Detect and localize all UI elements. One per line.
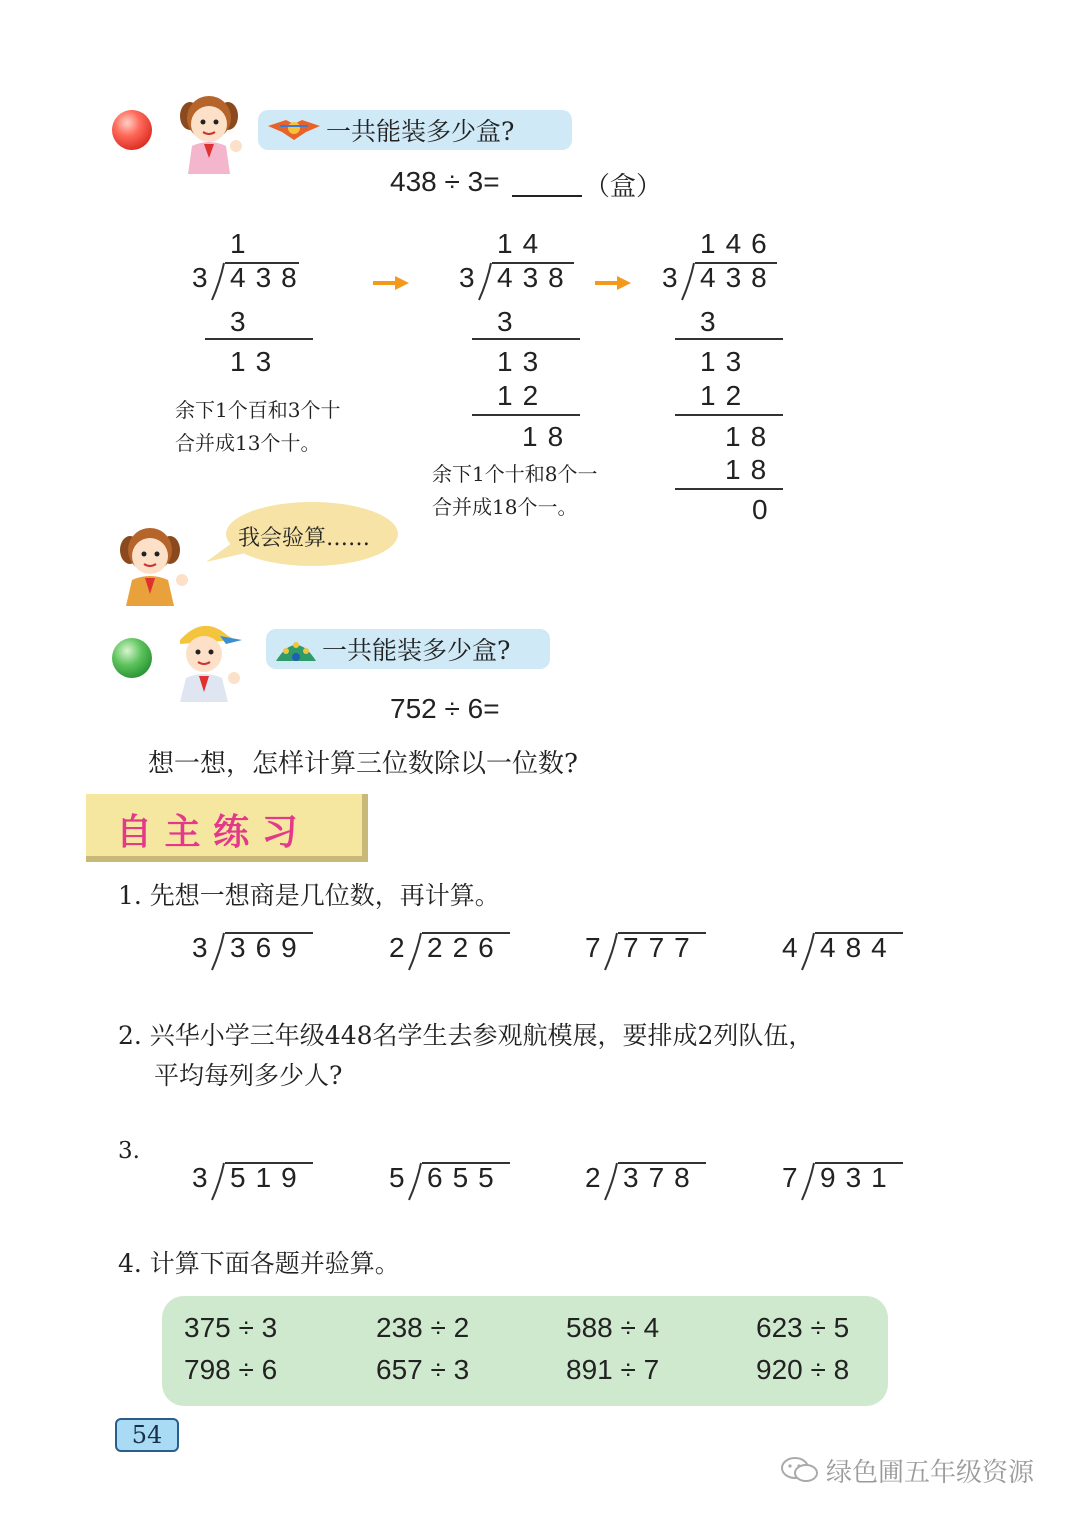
q1-item-2 [389,932,511,972]
step3-sub1: 3 [700,306,716,337]
step3-divisor: 3 [662,262,678,293]
step2-sub2: 12 [497,380,549,411]
step3-sub3: 18 [725,454,777,485]
question-text-1: 一共能装多少盒? [326,117,515,146]
speech-text: 我会验算…… [238,526,371,551]
kite-icon [266,116,322,144]
calc-item: 891 ÷ 7 [566,1354,660,1385]
step2-rem1: 13 [497,346,549,377]
step1-quotient: 1 [230,228,246,259]
question-text-2: 一共能装多少盒? [322,636,511,665]
step2-division [459,262,579,302]
calc-item: 920 ÷ 8 [756,1354,850,1385]
division-bracket-icon [800,932,816,972]
watermark [780,1452,1034,1488]
exercise-4-text: 4. 计算下面各题并验算。 [118,1249,400,1278]
watermark-text: 绿色圃五年级资源 [826,1457,1035,1488]
step3-rem2: 18 [725,421,777,452]
calc-item: 657 ÷ 3 [376,1354,470,1385]
step1-note: 余下1个百和3个十 合并成13个十。 [175,398,341,455]
division-bracket-icon [210,932,226,972]
division-bracket-icon [603,1162,619,1202]
boy-character-icon [166,614,246,702]
question-bubble-2 [266,629,550,669]
page-number-badge [115,1418,179,1452]
arrow-right-icon [595,276,631,290]
step2-line1 [472,338,580,340]
division-bracket-icon [800,1162,816,1202]
dividend: 777 [623,932,700,963]
exercise-4-panel [162,1296,888,1406]
step3-rem1: 13 [700,346,752,377]
q3-item-1 [192,1162,314,1202]
division-bracket-icon [477,262,493,302]
step1-dividend: 438 [230,262,307,293]
step3-division [662,262,782,302]
step1-divisor: 3 [192,262,208,293]
step3-line3 [675,488,783,490]
q3-item-4 [782,1162,904,1202]
step1-rem1: 13 [230,346,282,377]
arrow-right-icon [373,276,409,290]
dividend: 369 [230,932,307,963]
step1-sub1: 3 [230,306,246,337]
girl-character-icon [112,518,194,606]
step3-rem3: 0 [752,494,768,525]
step2-rem2: 18 [522,421,574,452]
dividend: 519 [230,1162,307,1193]
step2-line2 [472,414,580,416]
section-title: 自 主 练 习 [116,811,298,853]
question-bubble-1 [258,110,572,150]
division-bracket-icon [210,262,226,302]
q1-item-4 [782,932,904,972]
divisor: 3 [192,1162,208,1193]
q3-item-3 [585,1162,707,1202]
division-bracket-icon [210,1162,226,1202]
division-bracket-icon [680,262,696,302]
peacock-icon [274,635,318,663]
divisor: 2 [389,932,405,963]
step2-sub1: 3 [497,306,513,337]
equation-2: 752 ÷ 6= [390,693,500,724]
exercise-1-text: 1. 先想一想商是几位数，再计算。 [118,881,500,910]
q1-item-1 [192,932,314,972]
page-number: 54 [131,1421,163,1449]
exercise-2-line2: 平均每列多少人? [154,1061,343,1090]
step3-quotient: 146 [700,228,777,259]
step2-divisor: 3 [459,262,475,293]
unit-label: （盒） [584,172,663,202]
girl-character-icon [170,88,248,174]
divisor: 4 [782,932,798,963]
division-bracket-icon [603,932,619,972]
step3-line2 [675,414,783,416]
step2-note: 余下1个十和8个一 合并成18个一。 [432,462,598,519]
step1-line1 [205,338,313,340]
q3-item-2 [389,1162,511,1202]
speech-bubble [206,500,400,570]
dividend: 484 [820,932,897,963]
section-title-box [86,794,368,862]
exercise-3-label: 3. [118,1138,140,1164]
dividend: 655 [427,1162,504,1193]
answer-blank[interactable] [512,195,582,197]
step2-quotient: 14 [497,228,549,259]
calc-item: 798 ÷ 6 [184,1354,278,1385]
divisor: 3 [192,932,208,963]
step3-sub2: 12 [700,380,752,411]
divisor: 7 [782,1162,798,1193]
green-bullet-icon [112,638,152,678]
calc-item: 588 ÷ 4 [566,1312,660,1343]
step1-division [192,262,312,302]
wechat-icon [780,1455,820,1485]
dividend: 931 [820,1162,897,1193]
q1-item-3 [585,932,707,972]
exercise-2-line1: 2. 兴华小学三年级448名学生去参观航模展，要排成2列队伍， [118,1021,814,1050]
calc-item: 375 ÷ 3 [184,1312,278,1343]
step2-dividend: 438 [497,262,574,293]
division-bracket-icon [407,1162,423,1202]
step3-line1 [675,338,783,340]
red-bullet-icon [112,110,152,150]
think-prompt: 想一想，怎样计算三位数除以一位数? [148,749,578,779]
division-bracket-icon [407,932,423,972]
dividend: 226 [427,932,504,963]
calc-item: 623 ÷ 5 [756,1312,850,1343]
divisor: 5 [389,1162,405,1193]
dividend: 378 [623,1162,700,1193]
divisor: 2 [585,1162,601,1193]
divisor: 7 [585,932,601,963]
equation-1: 438 ÷ 3= [390,166,500,197]
calc-item: 238 ÷ 2 [376,1312,470,1343]
step3-dividend: 438 [700,262,777,293]
